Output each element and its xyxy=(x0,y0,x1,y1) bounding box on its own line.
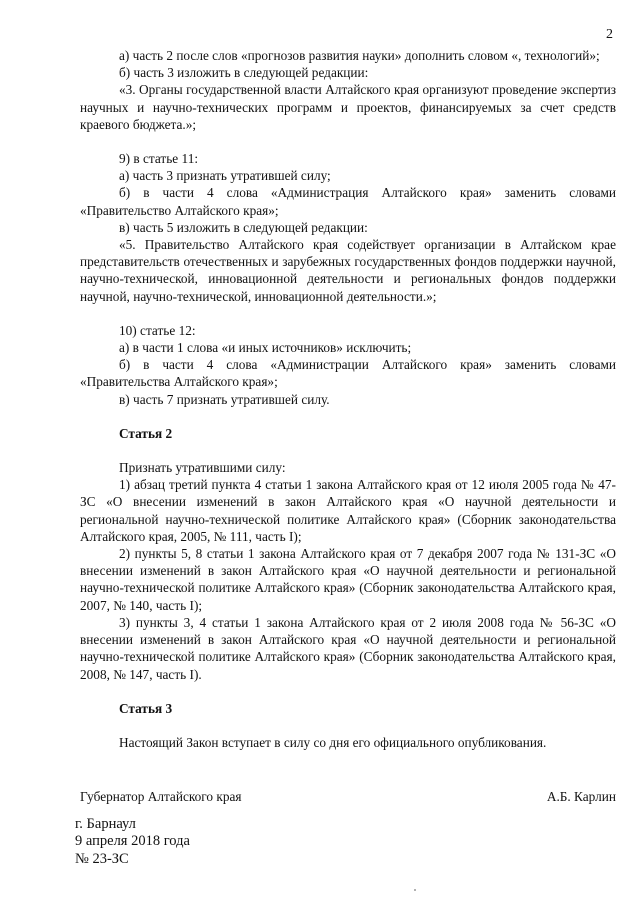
item-10a: а) в части 1 слова «и иных источников» исключить; xyxy=(119,340,412,356)
date: 9 апреля 2018 года xyxy=(75,833,190,850)
spacer xyxy=(80,133,616,150)
item-9b: б) в части 4 слова «Администрация Алтайского края» заменить словами «Правительство Алтайского края»; xyxy=(80,185,616,218)
spacer xyxy=(80,717,616,734)
scan-speck xyxy=(414,889,416,891)
article-3-heading: Статья 3 xyxy=(119,700,173,716)
article-2-intro: Признать утратившими силу: xyxy=(119,460,286,476)
item-8b: б) часть 3 изложить в следующей редакции: xyxy=(119,65,369,81)
signatory-name: А.Б. Карлин xyxy=(546,789,616,804)
item-9a: а) часть 3 признать утратившей силу; xyxy=(119,168,331,184)
article-2-heading: Статья 2 xyxy=(119,425,173,441)
item-10b: б) в части 4 слова «Администрации Алтайского края» заменить словами «Правительства Алтайского края»; xyxy=(80,357,616,390)
item-10c: в) часть 7 признать утратившей силу. xyxy=(119,391,330,407)
item-9-heading: 9) в статье 11: xyxy=(119,151,199,167)
item-9-quote: «5. Правительство Алтайского края содействует организации в Алтайском крае представительств отечественных и зарубежных государственных фондов поддержки научной, научно-технической, инновационной деятельности и региональных фондов поддержки научной, научно-технической, инновационной деятельности.»; xyxy=(80,237,616,304)
item-8a: а) часть 2 после слов «прогнозов развития науки» дополнить словом «, технологий»; xyxy=(119,48,600,63)
item-9c: в) часть 5 изложить в следующей редакции: xyxy=(119,219,368,235)
place-date-block xyxy=(75,816,190,868)
spacer xyxy=(80,305,616,322)
item-8-quote: «3. Органы государственной власти Алтайского края организуют проведение экспертиз научных и научно-технических программ и проектов, финансируемых за счет средств краевого бюджета.»; xyxy=(80,82,616,132)
spacer xyxy=(80,683,616,700)
document-body xyxy=(80,47,616,751)
article-2-point-3: 3) пункты 3, 4 статьи 1 закона Алтайского края от 2 июля 2008 года № 56-ЗС «О внесении изменений в закон Алтайского края «О научной деятельности и региональной научно-технической политике Алтайского края» (Сборник законодательства Алтайского края, 2008, № 147, часть I). xyxy=(80,614,616,682)
city: г. Барнаул xyxy=(75,816,136,832)
item-10-heading: 10) статье 12: xyxy=(119,322,196,338)
article-2-point-1: 1) абзац третий пункта 4 статьи 1 закона Алтайского края от 12 июля 2005 года № 47-ЗС «О внесении изменений в закон Алтайского края «О научной деятельности и региональной научно-технической политике Алтайского края» (Сборник законодательства Алтайского края, 2005, № 111, часть I); xyxy=(80,477,616,544)
page-number: 2 xyxy=(606,27,613,42)
signature-line xyxy=(80,788,616,805)
signatory-position: Губернатор Алтайского края xyxy=(80,789,242,804)
law-number: № 23-ЗС xyxy=(75,850,129,867)
spacer xyxy=(80,408,616,425)
article-3-text: Настоящий Закон вступает в силу со дня его официального опубликования. xyxy=(119,734,547,750)
article-2-point-2: 2) пункты 5, 8 статьи 1 закона Алтайского края от 7 декабря 2007 года № 131-ЗС «О внесении изменений в закон Алтайского края «О научной деятельности и региональной научно-технической политике Алтайского края» (Сборник законодательства Алтайского края, 2007, № 140, часть I); xyxy=(80,546,616,613)
spacer xyxy=(80,442,616,459)
